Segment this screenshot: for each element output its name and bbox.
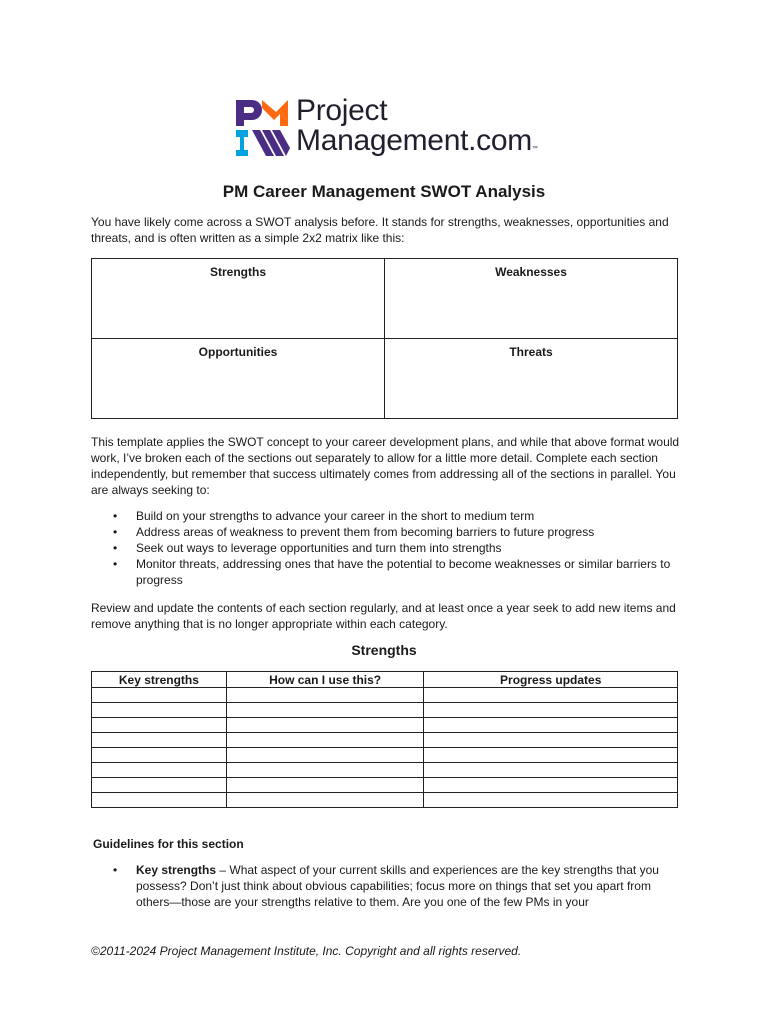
table-row [92,733,678,748]
column-header-key-strengths: Key strengths [92,672,227,688]
guidelines-list-item [91,862,671,910]
logo-trademark: ™ [531,146,538,152]
guidelines-list [91,862,671,910]
goals-list-item: • Monitor threats, addressing ones that have the potential to become weaknesses or similar barriers to progress [91,556,671,588]
logo-line-1: Project [296,94,388,127]
table-cell[interactable] [424,718,678,733]
goals-list-item: • Address areas of weakness to prevent them from becoming barriers to future progress [91,524,671,540]
strengths-heading: Strengths [351,642,417,658]
table-cell[interactable] [424,748,678,763]
table-cell[interactable] [226,748,424,763]
strengths-table-header-row [92,672,678,688]
table-row [92,688,678,703]
table-cell[interactable] [226,763,424,778]
guideline-term: Key strengths [136,863,217,877]
table-cell[interactable] [92,688,227,703]
swot-opportunities-cell: Opportunities [92,339,385,419]
table-cell[interactable] [424,763,678,778]
table-cell[interactable] [424,793,678,808]
guidelines-title: Guidelines for this section [93,837,244,851]
table-cell[interactable] [424,778,678,793]
table-cell[interactable] [226,703,424,718]
pmi-logo-mark-icon [234,98,290,158]
project-management-logo [234,94,554,160]
goals-list [91,508,671,588]
goals-list-item: • Build on your strengths to advance your career in the short to medium term [91,508,671,524]
table-cell[interactable] [92,793,227,808]
table-cell[interactable] [92,763,227,778]
table-cell[interactable] [92,778,227,793]
table-cell[interactable] [424,688,678,703]
table-cell[interactable] [424,703,678,718]
strengths-table [91,671,678,808]
table-cell[interactable] [424,733,678,748]
table-cell[interactable] [92,718,227,733]
column-header-progress-updates: Progress updates [424,672,678,688]
table-row [92,718,678,733]
table-cell[interactable] [92,748,227,763]
logo-wordmark [296,96,538,164]
goals-list-item: • Seek out ways to leverage opportunities and turn them into strengths [91,540,671,556]
table-row [92,763,678,778]
table-row [92,748,678,763]
swot-threats-cell: Threats [385,339,678,419]
table-cell[interactable] [226,778,424,793]
page-title: PM Career Management SWOT Analysis [222,182,546,201]
swot-weaknesses-cell: Weaknesses [385,259,678,339]
template-paragraph: This template applies the SWOT concept to your career development plans, and while that above format would work, I’ve broken each of the sections out separately to allow for a little more detail. Complete each section independently, but remember that success ultimately comes from addressing all of the sections in parallel. You are always seeking to: [91,435,680,497]
intro-paragraph: You have likely come across a SWOT analysis before. It stands for strengths, weaknesses, opportunities and threats, and is often written as a simple 2x2 matrix like this: [91,215,669,245]
guideline-text: – What aspect of your current skills and experiences are the key strengths that you possess? Don’t just think about obvious capabilities; focus more on things that set you apart from others—those are your strengths relative to them. Are you one of the few PMs in your [136,863,659,909]
column-header-how-can-i-use: How can I use this? [226,672,424,688]
table-cell[interactable] [92,703,227,718]
swot-matrix [91,258,678,419]
table-cell[interactable] [226,793,424,808]
table-cell[interactable] [226,733,424,748]
swot-strengths-cell: Strengths [92,259,385,339]
table-row [92,793,678,808]
table-cell[interactable] [92,733,227,748]
table-cell[interactable] [226,718,424,733]
table-cell[interactable] [226,688,424,703]
table-row [92,703,678,718]
table-row [92,778,678,793]
review-paragraph: Review and update the contents of each section regularly, and at least once a year seek to add new items and remove anything that is no longer appropriate within each category. [91,601,676,631]
copyright-footer: ©2011-2024 Project Management Institute, Inc. Copyright and all rights reserved. [91,944,522,958]
logo-line-2: Management.com [296,124,532,157]
